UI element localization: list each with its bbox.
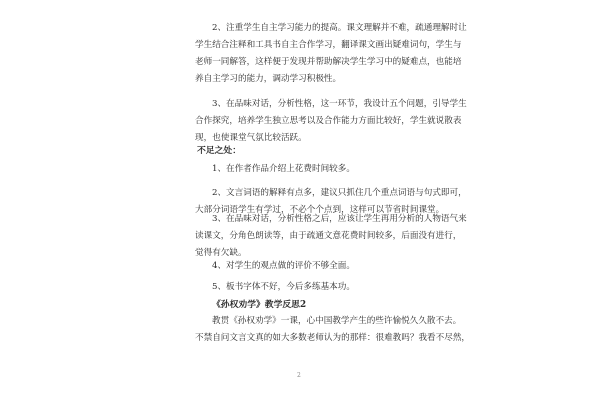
text-line: 2、文言词语的解释有点多，建议只抓住几个重点词语与句式即可，: [212, 188, 467, 198]
text-line: 现，也使课堂气氛比较活跃。: [195, 133, 307, 143]
text-line: 1、在作者作品介绍上花费时间较多。: [212, 164, 355, 174]
text-line: 不禁自问文言文真的如大多数老师认为的那样：很难教吗？我看不尽然，: [195, 333, 471, 343]
reflection-title: 《孙权劝学》教学反思2: [212, 300, 307, 310]
text-line: 教贯《孙权劝学》一课，心中国教学产生的些许愉悦久久散不去。: [212, 316, 462, 326]
shortcoming-5: [195, 279, 420, 296]
text-line: 3、在品味对话，分析性格，这一环节，我设计五个问题，引导学生: [212, 99, 467, 109]
shortcoming-4: [195, 258, 420, 275]
shortcomings-heading: 不足之处：: [197, 146, 241, 156]
paragraph-2: [195, 20, 467, 88]
text-line: 老师一同解答，这样便于发现并帮助解决学生学习中的疑难点，也能培: [195, 57, 462, 67]
text-line: 大部分词语学生有学过，不必个个点到，这样可以节省时间课堂。: [195, 205, 445, 215]
text-line: 读课文，分角色朗读等，由于疏通文意花费时间较多，后面没有进行，: [195, 231, 462, 241]
paragraph-3: [195, 96, 467, 147]
text-line: 5、板书字体不好，今后多练基本功。: [212, 282, 355, 292]
text-line: 觉得有欠缺。: [195, 248, 247, 258]
page-number: 2: [297, 372, 301, 379]
text-line: 4、对学生的观点做的评价不够全面。: [212, 261, 355, 271]
text-line: 学生结合注释和工具书自主合作学习，翻译课文画出疑难词句，学生与: [195, 40, 462, 50]
shortcoming-3: [195, 211, 467, 262]
reflection-paragraph-1: [195, 313, 471, 347]
text-line: 2、注重学生自主学习能力的提高。课文理解并不难，疏通理解时让: [212, 23, 467, 33]
shortcoming-1: [195, 161, 420, 178]
text-line: 3、在品味对话，分析性格之后，应该让学生再用分析的人物语气来: [212, 214, 467, 224]
text-line: 合作探究，培养学生独立思考以及合作能力方面比较好，学生就说散表: [195, 116, 462, 126]
text-line: 养自主学习的能力，调动学习积极性。: [195, 74, 342, 84]
